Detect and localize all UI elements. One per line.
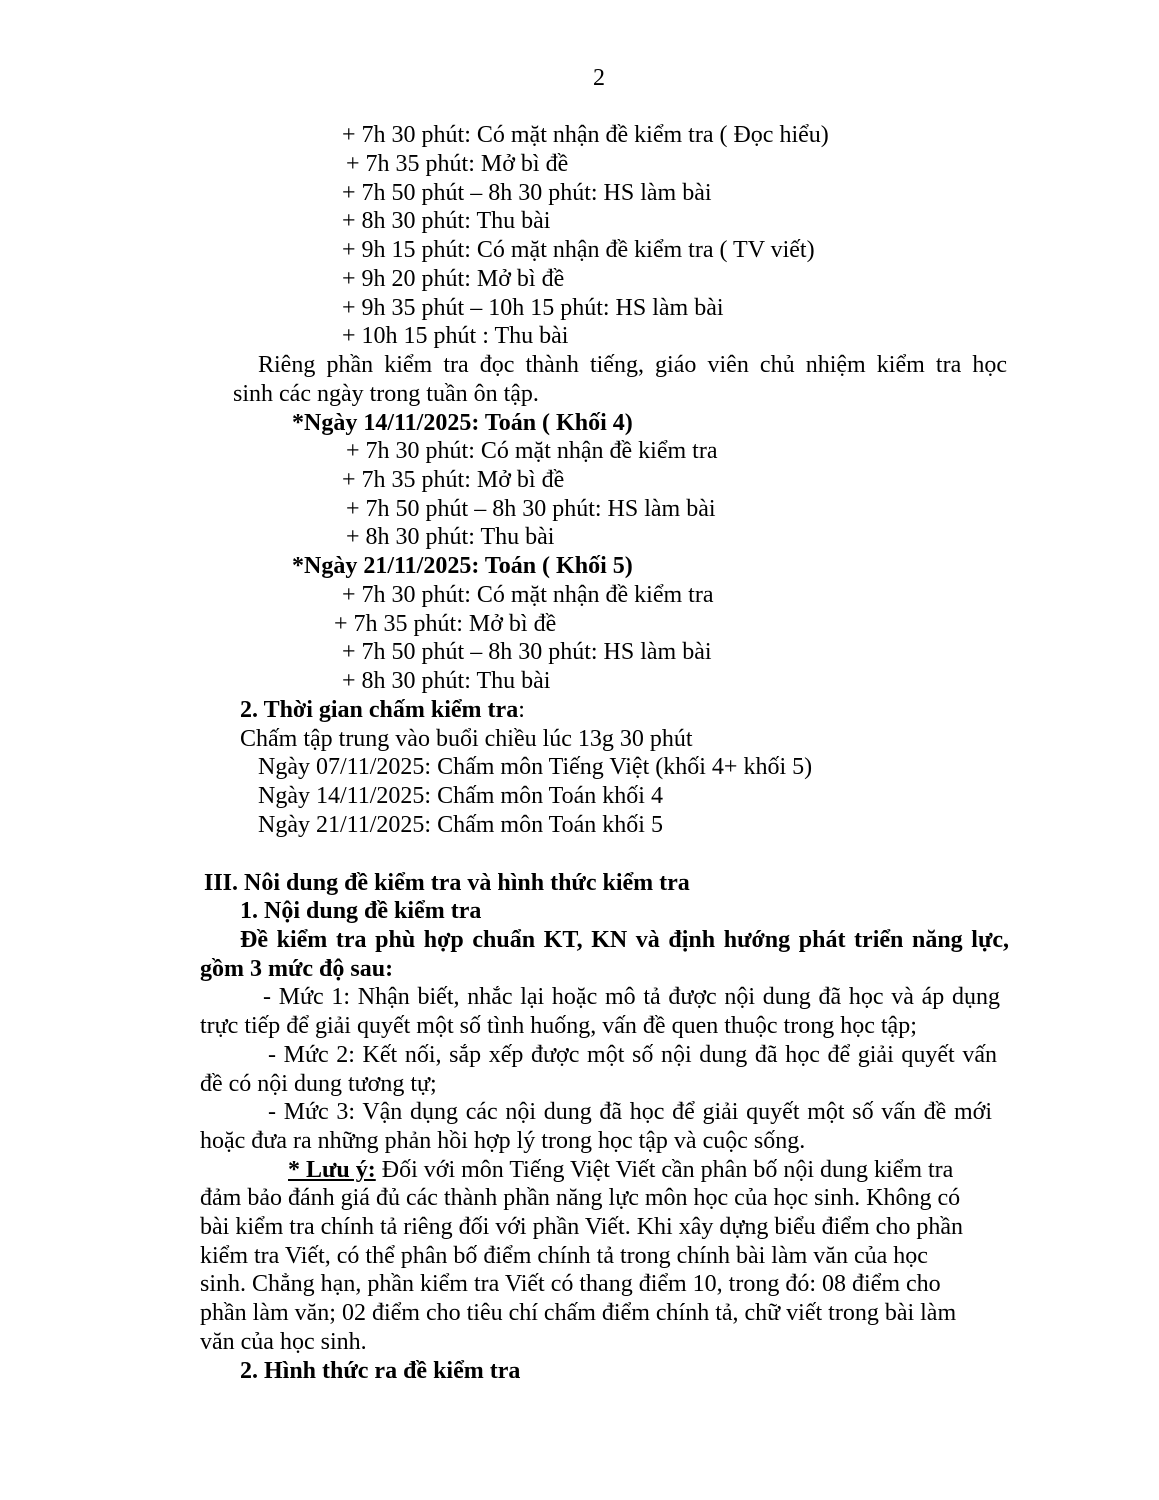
intro-line: gồm 3 mức độ sau: xyxy=(200,956,394,982)
schedule-item: + 9h 20 phút: Mở bì đề xyxy=(342,266,565,292)
note-line xyxy=(288,1156,953,1185)
schedule-item: + 7h 50 phút – 8h 30 phút: HS làm bài xyxy=(342,180,712,206)
schedule-item: + 7h 35 phút: Mở bì đề xyxy=(342,467,565,493)
note-line: đảm bảo đánh giá đủ các thành phần năng lực môn học của học sinh. Không có xyxy=(200,1185,961,1211)
section-3-sub-1: 1. Nội dung đề kiểm tra xyxy=(240,898,482,924)
note-line: phần làm văn; 02 điểm cho tiêu chí chấm điểm chính tả, chữ viết trong bài làm xyxy=(200,1300,957,1326)
level-line: - Mức 1: Nhận biết, nhắc lại hoặc mô tả được nội dung đã học và áp dụng xyxy=(263,984,1000,1010)
note-label: * Lưu ý: xyxy=(288,1157,376,1183)
grading-line: Ngày 14/11/2025: Chấm môn Toán khối 4 xyxy=(258,783,663,809)
reading-note-line: Riêng phần kiểm tra đọc thành tiếng, giáo viên chủ nhiệm kiểm tra học xyxy=(258,352,1007,378)
section-3-sub-2: 2. Hình thức ra đề kiểm tra xyxy=(240,1358,521,1384)
note-line: văn của học sinh. xyxy=(200,1329,367,1355)
page-number: 2 xyxy=(593,65,605,91)
level-line: - Mức 2: Kết nối, sắp xếp được một số nội dung đã học để giải quyết vấn xyxy=(268,1042,997,1068)
note-line: bài kiểm tra chính tả riêng đối với phần Viết. Khi xây dựng biểu điểm cho phần xyxy=(200,1214,963,1240)
note-line: sinh. Chẳng hạn, phần kiểm tra Viết có thang điểm 10, trong đó: 08 điểm cho xyxy=(200,1271,941,1297)
level-line: - Mức 3: Vận dụng các nội dung đã học để giải quyết một số vấn đề mới xyxy=(268,1099,992,1125)
schedule-item: + 9h 15 phút: Có mặt nhận đề kiểm tra ( TV viết) xyxy=(342,237,815,263)
reading-note-line: sinh các ngày trong tuần ôn tập. xyxy=(233,381,539,407)
schedule-item: + 7h 50 phút – 8h 30 phút: HS làm bài xyxy=(346,496,716,522)
level-line: hoặc đưa ra những phản hồi hợp lý trong học tập và cuộc sống. xyxy=(200,1128,806,1154)
note-text: Đối với môn Tiếng Việt Viết cần phân bố nội dung kiểm tra xyxy=(375,1157,954,1183)
grading-heading xyxy=(240,696,525,725)
grading-heading-colon: : xyxy=(518,697,525,723)
level-line: trực tiếp để giải quyết một số tình huống, vấn đề quen thuộc trong học tập; xyxy=(200,1013,917,1039)
grading-heading-text: 2. Thời gian chấm kiểm tra xyxy=(240,697,519,723)
grading-line: Ngày 21/11/2025: Chấm môn Toán khối 5 xyxy=(258,812,663,838)
intro-line: Đề kiểm tra phù hợp chuẩn KT, KN và định hướng phát triển năng lực, xyxy=(240,927,1009,953)
schedule-item: + 8h 30 phút: Thu bài xyxy=(342,208,551,234)
day-21-heading: *Ngày 21/11/2025: Toán ( Khối 5) xyxy=(292,553,633,579)
schedule-item: + 8h 30 phút: Thu bài xyxy=(346,524,555,550)
schedule-item: + 7h 30 phút: Có mặt nhận đề kiểm tra xyxy=(342,582,714,608)
schedule-item: + 7h 35 phút: Mở bì đề xyxy=(346,151,569,177)
section-3-heading: III. Nôi dung đề kiểm tra và hình thức kiểm tra xyxy=(204,870,690,896)
day-14-heading: *Ngày 14/11/2025: Toán ( Khối 4) xyxy=(292,410,633,436)
schedule-item: + 8h 30 phút: Thu bài xyxy=(342,668,551,694)
schedule-item: + 7h 50 phút – 8h 30 phút: HS làm bài xyxy=(342,639,712,665)
grading-line: Chấm tập trung vào buổi chiều lúc 13g 30 phút xyxy=(240,726,693,752)
schedule-item: + 7h 30 phút: Có mặt nhận đề kiểm tra xyxy=(346,438,718,464)
note-line: kiểm tra Viết, có thể phân bố điểm chính tả trong chính bài làm văn của học xyxy=(200,1243,928,1269)
schedule-item: + 9h 35 phút – 10h 15 phút: HS làm bài xyxy=(342,295,724,321)
schedule-item: + 10h 15 phút : Thu bài xyxy=(342,323,569,349)
grading-line: Ngày 07/11/2025: Chấm môn Tiếng Việt (khối 4+ khối 5) xyxy=(258,754,813,780)
level-line: đề có nội dung tương tự; xyxy=(200,1071,437,1097)
schedule-item: + 7h 30 phút: Có mặt nhận đề kiểm tra ( Đọc hiểu) xyxy=(342,122,829,148)
schedule-item: + 7h 35 phút: Mở bì đề xyxy=(334,611,557,637)
